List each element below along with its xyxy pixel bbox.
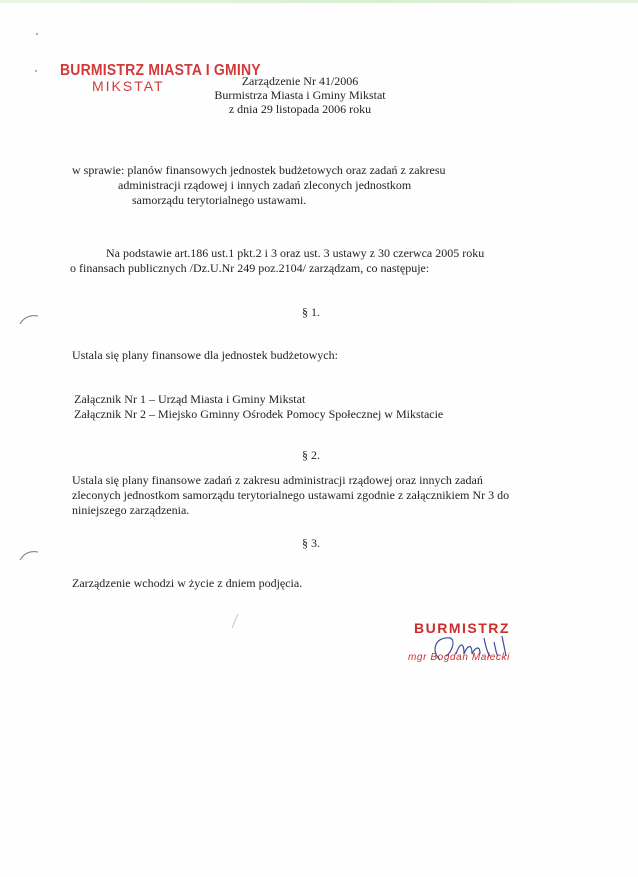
paragraph-2-line3: niniejszego zarządzenia. — [72, 503, 190, 517]
annex-list — [74, 392, 544, 422]
annex-2: Załącznik Nr 2 – Miejsko Gminny Ośrodek Pomocy Społecznej w Mikstacie — [74, 407, 444, 421]
paragraph-2-line1: Ustala się plany finansowe zadań z zakresu administracji rządowej oraz innych zadań — [72, 473, 483, 487]
scan-speck — [35, 70, 37, 72]
paragraph-2-line2: zleconych jednostkom samorządu terytorialnego ustawami zgodnie z załącznikiem Nr 3 do — [72, 488, 510, 502]
scan-smudge — [228, 612, 242, 630]
paragraph-3: Zarządzenie wchodzi w życie z dniem podjęcia. — [72, 576, 303, 590]
office-stamp — [60, 60, 261, 94]
scan-speck — [36, 33, 38, 35]
concern-block — [72, 163, 572, 208]
basis-line2: o finansach publicznych /Dz.U.Nr 249 poz.2104/ zarządzam, co następuje: — [70, 261, 430, 275]
handwritten-signature — [426, 628, 536, 668]
basis-line1: Na podstawie art.186 ust.1 pkt.2 i 3 oraz ust. 3 ustawy z 30 czerwca 2005 roku — [106, 246, 485, 260]
concern-line2: administracji rządowej i innych zadań zleconych jednostkom — [118, 178, 412, 192]
section-1-heading: § 1. — [302, 305, 320, 319]
stamp-line2: MIKSTAT — [92, 78, 165, 94]
concern-line1: w sprawie: planów finansowych jednostek budżetowych oraz zadań z zakresu — [72, 163, 446, 177]
header-title: Zarządzenie Nr 41/2006 — [241, 74, 359, 88]
header-date: z dnia 29 listopada 2006 roku — [228, 102, 372, 116]
section-3-heading: § 3. — [302, 536, 320, 550]
signature-title: BURMISTRZ — [414, 620, 510, 636]
annex-1: Załącznik Nr 1 – Urząd Miasta i Gminy Mikstat — [74, 392, 306, 406]
section-2-heading: § 2. — [302, 448, 320, 462]
signature-name: mgr Bogdan Małecki — [408, 652, 510, 663]
paragraph-1: Ustala się plany finansowe dla jednostek budżetowych: — [72, 348, 338, 362]
scan-edge — [0, 0, 638, 3]
signature-block — [408, 620, 548, 663]
legal-basis — [70, 246, 570, 276]
concern-line3: samorządu terytorialnego ustawami. — [132, 193, 307, 207]
stamp-line1: BURMISTRZ MIASTA I GMINY — [60, 60, 261, 79]
document-header — [200, 74, 400, 116]
paragraph-2 — [72, 473, 592, 518]
header-issuer: Burmistrza Miasta i Gminy Mikstat — [214, 88, 386, 102]
